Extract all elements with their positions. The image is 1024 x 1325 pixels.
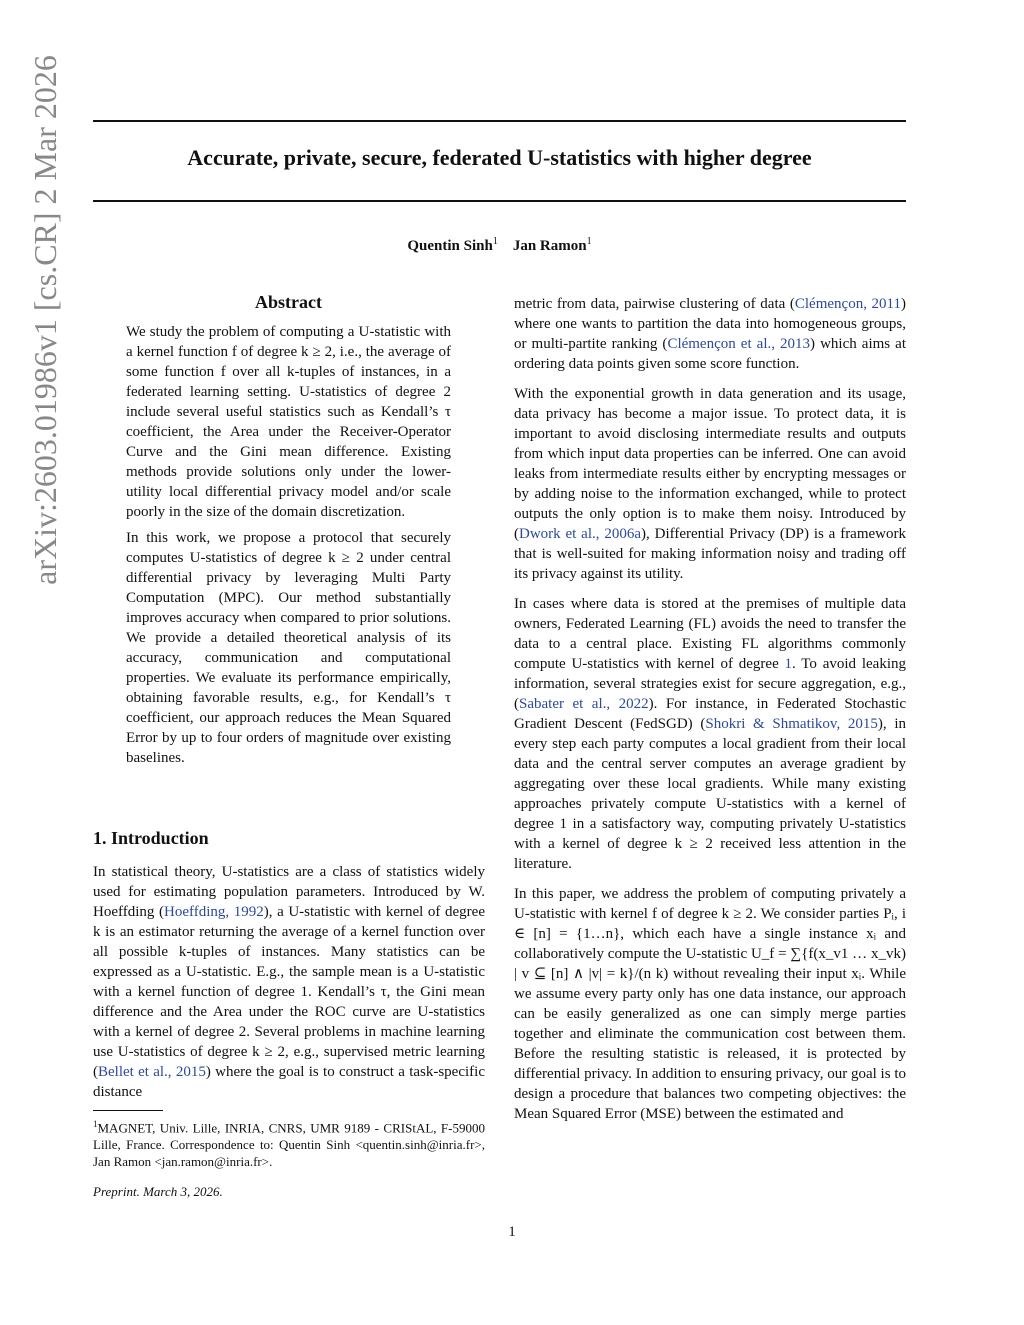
citation-link[interactable]: Hoeffding, 1992 — [163, 904, 264, 920]
author-affil: 1 — [492, 236, 498, 247]
title-bottom-rule — [93, 200, 906, 202]
citation-link[interactable]: Dwork et al., 2006a — [519, 526, 642, 542]
body-paragraph: metric from data, pairwise clustering of data (Clémençon, 2011) where one wants to partition the data into homogeneous groups, or multi-partite ranking (Clémençon et al., 2013) which aims at ordering data points given some score function. — [514, 296, 906, 372]
citation-link[interactable]: Bellet et al., 2015 — [98, 1064, 206, 1080]
abstract-heading: Abstract — [255, 292, 322, 312]
affiliation-footnote: $^1$MAGNET, Univ. Lille, INRIA, CNRS, UMR 9189 - CRIStAL, F-59000 Lille, France. Correspondence to: Quentin Sinh <quentin.sinh@inria.fr>, Jan Ramon <jan.ramon@inria.fr>. — [93, 1119, 485, 1170]
page-number: 1 — [508, 1224, 516, 1240]
author-affil: 1 — [586, 236, 592, 247]
citation-link[interactable]: Clémençon et al., 2013 — [667, 336, 811, 352]
body-paragraph: With the exponential growth in data generation and its usage, data privacy has become a major issue. To protect data, it is important to avoid disclosing intermediate results and outputs from which input data properties can be inferred. One can avoid leaks from intermediate results either by encrypting messages or by adding noise to the information exchanged, while to protect outputs the only option is to make them noisy. Introduced by (Dwork et al., 2006a), Differential Privacy (DP) is a framework that is well-suited for making information noisy and trading off its privacy against its utility. — [514, 386, 906, 582]
citation-link[interactable]: Sabater et al., 2022 — [519, 696, 649, 712]
intro-paragraph: In statistical theory, U-statistics are a class of statistics widely used for estimating population parameters. Introduced by W. Hoeffding (Hoeffding, 1992), a U-statistic with kernel of degree k is an estimator returning the average of a kernel function over all possible k-tuples of instances. Many statistics can be expressed as a U-statistic. E.g., the sample mean is a U-statistic with a kernel function of degree 1. Kendall’s τ, the Gini mean difference and the Area under the ROC curve are U-statistics with a kernel of degree 2. Several problems in machine learning use U-statistics of degree k ≥ 2, e.g., supervised metric learning (Bellet et al., 2015) where the goal is to construct a task-specific distance — [93, 864, 485, 1100]
citation-link[interactable]: Clémençon, 2011 — [794, 296, 901, 312]
footnote-rule — [93, 1110, 163, 1111]
citation-link[interactable]: Shokri & Shmatikov, 2015 — [705, 716, 878, 732]
arxiv-identifier: arXiv:2603.01986v1 [cs.CR] 2 Mar 2026 — [27, 55, 63, 585]
paper-title: Accurate, private, secure, federated U-statistics with higher degree — [187, 145, 812, 170]
author-list — [93, 236, 906, 255]
body-paragraph: In this paper, we address the problem of computing privately a U-statistic with kernel f of degree k ≥ 2. We consider parties Pᵢ, i ∈ [n] = {1…n}, which each have a single instance xᵢ and collaboratively compute the U-statistic U_f = ∑{f(x_v1 … x_vk) | v ⊆ [n] ∧ |v| = k}/(n k) without revealing their input xᵢ. While we assume every party only has one data instance, our approach can be easily generalized as one can simply merge parties together and eliminate the communication cost between them. Before the resulting statistic is released, it is protected by differential privacy. In addition to ensuring privacy, our goal is to design a procedure that balances two competing objectives: the Mean Squared Error (MSE) between the estimated and — [514, 886, 906, 1122]
section-heading-introduction: 1. Introduction — [93, 828, 209, 848]
intro-left-column — [93, 862, 485, 1102]
preprint-date: Preprint. March 3, 2026. — [93, 1184, 223, 1199]
abstract-body — [126, 322, 451, 774]
author-name: Quentin Sinh — [407, 238, 493, 254]
author-name: Jan Ramon — [512, 238, 587, 254]
body-paragraph: In cases where data is stored at the premises of multiple data owners, Federated Learning (FL) avoids the need to transfer the data to a central place. Existing FL algorithms commonly compute U-statistics with kernel of degree 1. To avoid leaking information, several strategies exist for secure aggregation, e.g., (Sabater et al., 2022). For instance, in Federated Stochastic Gradient Descent (FedSGD) (Shokri & Shmatikov, 2015), in every step each party computes a local gradient from their local data and the central server computes an average gradient by aggregating over these local gradients. While many existing approaches privately compute U-statistics with a kernel of degree 1 in a satisfactory way, computing privately U-statistics with a kernel of degree k ≥ 2 received less attention in the literature. — [514, 596, 906, 872]
abstract-paragraph: We study the problem of computing a U-statistic with a kernel function f of degree k ≥ 2, i.e., the average of some function f over all k-tuples of instances, in a federated learning setting. U-statistics of degree 2 include several useful statistics such as Kendall’s τ coefficient, the Area under the Receiver-Operator Curve and the Gini mean difference. Existing methods provide solutions only under the lower-utility local differential privacy model and/or scale poorly in the size of the domain discretization. — [126, 324, 451, 520]
title-top-rule — [93, 120, 906, 122]
citation-link[interactable]: 1 — [784, 656, 793, 672]
abstract-paragraph: In this work, we propose a protocol that securely computes U-statistics of degree k ≥ 2 under central differential privacy by leveraging Multi Party Computation (MPC). Our method substantially improves accuracy when compared to prior solutions. We provide a detailed theoretical analysis of its accuracy, communication and computational properties. We evaluate its performance empirically, obtaining favorable results, e.g., for Kendall’s τ coefficient, our approach reduces the Mean Squared Error by up to four orders of magnitude over existing baselines. — [126, 530, 451, 766]
right-column — [514, 294, 906, 1134]
